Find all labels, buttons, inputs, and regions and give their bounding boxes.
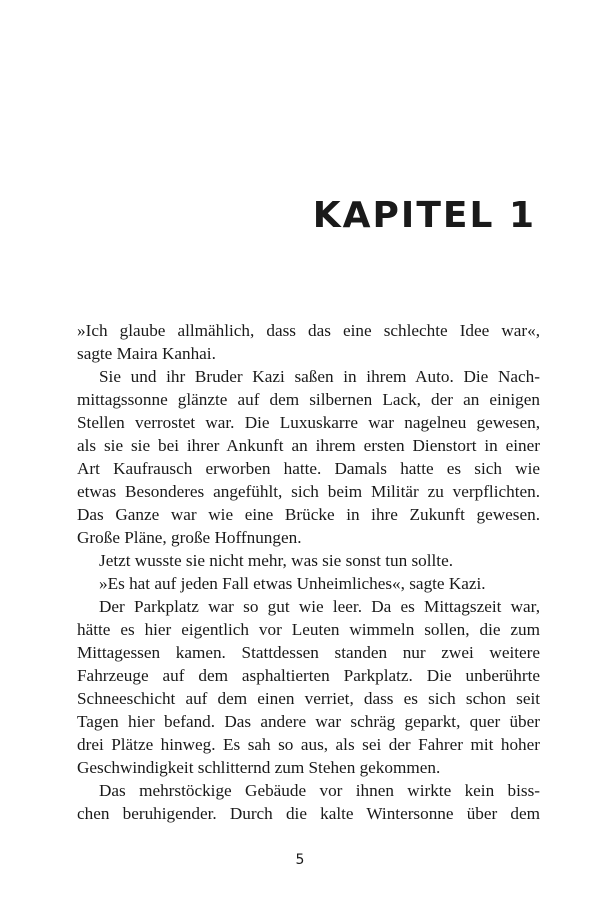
paragraph bbox=[77, 779, 540, 825]
text-line: Das mehrstöckige Gebäude vor ihnen wirkte kein biss- bbox=[99, 781, 540, 800]
text-line: Art Kaufrausch erworben hatte. Damals hatte es sich wie bbox=[77, 459, 540, 478]
paragraph bbox=[77, 595, 540, 779]
text-line: Der Parkplatz war so gut wie leer. Da es Mittagszeit war, bbox=[99, 597, 540, 616]
text-line: etwas Besonderes angefühlt, sich beim Militär zu verpflichten. bbox=[77, 482, 540, 501]
text-line: Stellen verrostet war. Die Luxuskarre war nagelneu gewesen, bbox=[77, 413, 540, 432]
paragraph bbox=[77, 549, 540, 572]
text-line: drei Plätze hinweg. Es sah so aus, als sei der Fahrer mit hoher bbox=[77, 735, 540, 754]
text-line: als sie sie bei ihrer Ankunft an ihrem ersten Dienstort in einer bbox=[77, 436, 540, 455]
text-line: Fahrzeuge auf dem asphaltierten Parkplatz. Die unberührte bbox=[77, 666, 540, 685]
text-line: Große Pläne, große Hoffnungen. bbox=[77, 528, 302, 547]
paragraph bbox=[77, 365, 540, 549]
paragraph bbox=[77, 319, 540, 365]
text-line: mittagssonne glänzte auf dem silbernen Lack, der an einigen bbox=[77, 390, 540, 409]
page-number: 5 bbox=[295, 852, 305, 868]
text-line: »Es hat auf jeden Fall etwas Unheimliches«, sagte Kazi. bbox=[99, 574, 486, 593]
text-line: sagte Maira Kanhai. bbox=[77, 344, 216, 363]
text-line: »Ich glaube allmählich, dass das eine schlechte Idee war«, bbox=[77, 321, 540, 340]
text-line: hätte es hier eigentlich vor Leuten wimmeln sollen, die zum bbox=[77, 620, 540, 639]
text-line: Geschwindigkeit schlitternd zum Stehen gekommen. bbox=[77, 758, 441, 777]
text-line: Mittagessen kamen. Stattdessen standen nur zwei weitere bbox=[77, 643, 540, 662]
text-line: Das Ganze war wie eine Brücke in ihre Zukunft gewesen. bbox=[77, 505, 540, 524]
text-line: chen beruhigender. Durch die kalte Wintersonne über dem bbox=[77, 804, 540, 823]
body-text bbox=[77, 319, 540, 825]
text-line: Jetzt wusste sie nicht mehr, was sie sonst tun sollte. bbox=[99, 551, 453, 570]
text-line: Sie und ihr Bruder Kazi saßen in ihrem Auto. Die Nach- bbox=[99, 367, 540, 386]
chapter-title: KAPITEL 1 bbox=[312, 195, 536, 236]
text-line: Schneeschicht auf dem einen verriet, dass es sich schon seit bbox=[77, 689, 540, 708]
paragraph bbox=[77, 572, 540, 595]
text-line: Tagen hier befand. Das andere war schräg geparkt, quer über bbox=[77, 712, 540, 731]
